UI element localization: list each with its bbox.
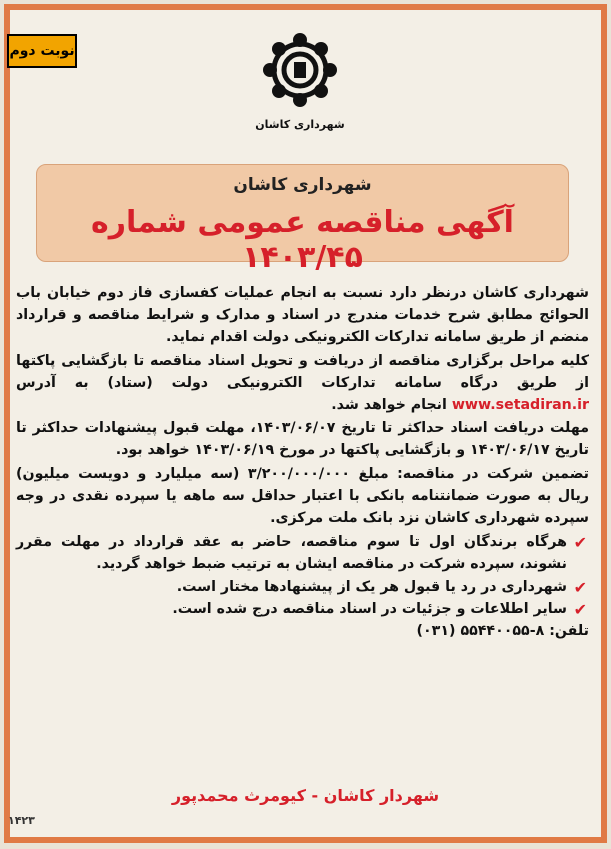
organization-name: شهرداری کاشان — [233, 175, 372, 195]
ad-code: ۱۴۲۳ — [8, 814, 35, 827]
intro-text: درنظر دارد نسبت به انجام عملیات کفسازی فاز دوم خیابان باب الحوائج مطابق شرح خدمات مندرج در اسناد و مدارک و شرایط مناقصه و قرارداد منضم از طریق سامانه تدارکات الکترونیکی دولت اقدام نماید. — [16, 285, 589, 346]
process-end: انجام خواهد شد. — [331, 397, 447, 414]
check-icon: ✔ — [573, 599, 587, 619]
setad-link[interactable]: www.setadiran.ir — [451, 397, 589, 414]
conditions-list — [16, 531, 589, 620]
ad-title: آگهی مناقصه عمومی شماره ۱۴۰۳/۴۵ — [91, 205, 514, 275]
logo-caption: شهرداری کاشان — [255, 118, 345, 131]
paragraph-process — [16, 350, 589, 417]
ad-body — [16, 282, 589, 643]
check-icon: ✔ — [573, 533, 587, 553]
phone-number: تلفن: ۸-۵۵۴۴۰۰۵۵ (۰۳۱) — [416, 623, 589, 640]
list-item: ✔ شهرداری در رد یا قبول هر یک از پیشنهادها مختار است. — [16, 576, 589, 598]
intro-org: شهرداری کاشان — [472, 285, 589, 301]
list-item: ✔ هرگاه برندگان اول تا سوم مناقصه، حاضر به عقد قرارداد در مهلت مقرر نشوند، سپرده شرکت در مناقصه ایشان به ترتیب ضبط خواهد گردید. — [16, 533, 587, 573]
paragraph-guarantee: تضمین شرکت در مناقصه: مبلغ ۳/۲۰۰/۰۰۰/۰۰۰ (سه میلیارد و دویست میلیون) ریال به صورت ضمانتنامه بانکی با اعتبار حداقل سه ماهه یا سپرده نقدی در وجه سپرده شهرداری کاشان نزد بانک ملت مرکزی. — [16, 465, 589, 527]
paragraph-deadlines: مهلت دریافت اسناد حداکثر تا تاریخ ۱۴۰۳/۰۶/۰۷، مهلت قبول پیشنهادات حداکثر تا تاریخ ۱۴۰۳/۰۶/۱۷ و بازگشایی پاکتها در مورخ ۱۴۰۳/۰۶/۱۹ خواهد بود. — [16, 420, 589, 459]
check-icon: ✔ — [573, 577, 587, 597]
list-item: ✔ سایر اطلاعات و جزئیات در اسناد مناقصه درج شده است. — [16, 598, 589, 620]
signer: شهردار کاشان - کیومرث محمدپور — [171, 786, 440, 805]
header-box — [36, 164, 569, 275]
kashan-municipality-logo-icon — [255, 26, 345, 136]
publication-badge: نوبت دوم — [7, 34, 77, 68]
process-text: کلیه مراحل برگزاری مناقصه از دریافت و تحویل اسناد مناقصه تا بازگشایی پاکتها از طریق درگاه سامانه تدارکات الکترونیکی دولت (ستاد) به آدرس — [16, 352, 589, 391]
paragraph-intro — [16, 282, 589, 349]
